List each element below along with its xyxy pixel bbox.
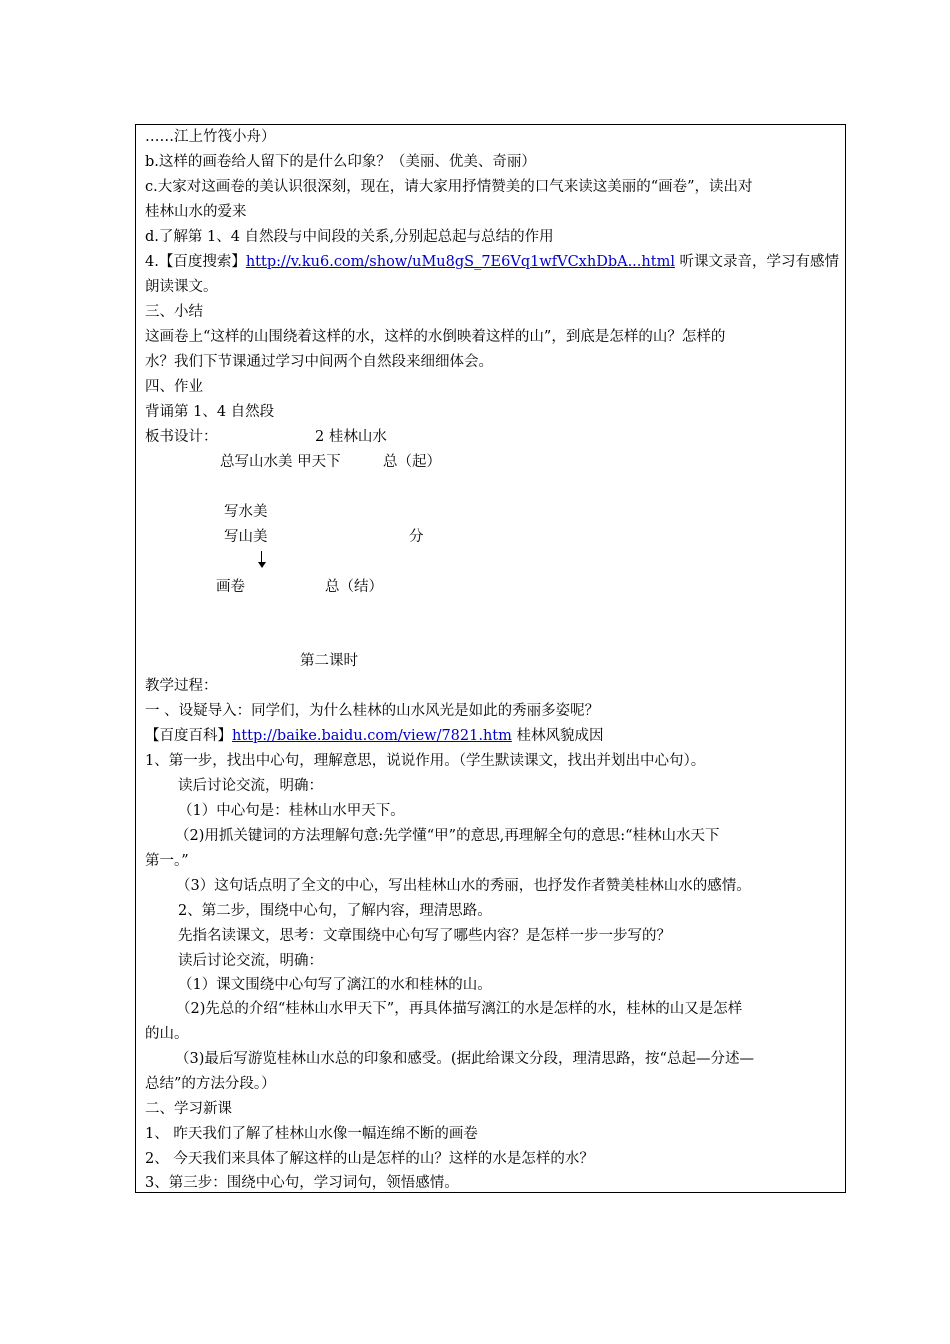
section-heading: 三、小结 [145, 304, 203, 320]
text-line: 先指名读课文，思考：文章围绕中心句写了哪些内容？是怎样一步一步写的？ [178, 928, 671, 944]
text-line: 读后讨论交流，明确： [178, 778, 323, 794]
board-line: 总（起） [383, 454, 441, 470]
text-line: 一 、设疑导入：同学们，为什么桂林的山水风光是如此的秀丽多姿呢？ [145, 703, 600, 719]
board-line: 总（结） [325, 579, 383, 595]
board-line: 总写山水美 甲天下 [220, 454, 341, 470]
baike-prefix: 【百度百科】 [145, 728, 232, 744]
text-line-with-link [145, 726, 604, 746]
text-line: ……江上竹筏小舟） [145, 129, 276, 145]
text-line: 1、 昨天我们了解了桂林山水像一幅连绵不断的画卷 [145, 1126, 478, 1142]
baike-link[interactable]: http://baike.baidu.com/view/7821.htm [232, 728, 512, 744]
text-line: 水？我们下节课通过学习中间两个自然段来细细体会。 [145, 354, 493, 370]
text-line: 背诵第 1、4 自然段 [145, 404, 275, 420]
text-line: （1）课文围绕中心句写了漓江的水和桂林的山。 [178, 977, 492, 993]
text-line-with-link [145, 252, 839, 272]
lesson-title: 第二课时 [300, 653, 358, 669]
text-line: 1、第一步，找出中心句，理解意思，说说作用。（学生默读课文，找出并划出中心句）。 [145, 753, 706, 769]
text-line: 这画卷上“这样的山围绕着这样的水，这样的水倒映着这样的山”，到底是怎样的山？怎样的 [145, 329, 726, 345]
text-line: 3、第三步：围绕中心句，学习词句，领悟感情。 [145, 1175, 459, 1191]
board-line: 写水美 [224, 504, 268, 520]
search-prefix: 4.【百度搜索】 [145, 254, 246, 270]
text-line: 朗读课文。 [145, 279, 218, 295]
text-line: 2、第二步，围绕中心句，了解内容，理清思路。 [178, 903, 492, 919]
board-line: 画卷 [216, 579, 245, 595]
text-line: 总结”的方法分段。） [145, 1076, 276, 1092]
text-line: （3)最后写游览桂林山水总的印象和感受。(据此给课文分段，理清思路，按“总起—分述— [175, 1051, 754, 1067]
ku6-video-link[interactable]: http://v.ku6.com/show/uMu8gS_7E6Vq1wfVCxhDbA...html [245, 254, 675, 270]
text-line: （1）中心句是：桂林山水甲天下。 [178, 803, 405, 819]
text-line: （2)用抓关键词的方法理解句意:先学懂“甲”的意思,再理解全句的意思:“桂林山水天下 [175, 828, 720, 844]
text-line: 桂林山水的爱来 [145, 204, 247, 220]
text-line: 第一。” [145, 853, 189, 869]
text-line: 的山。 [145, 1026, 189, 1042]
board-title: 2 桂林山水 [315, 429, 387, 445]
text-line: d.了解第 1、4 自然段与中间段的关系,分别起总起与总结的作用 [145, 229, 554, 245]
link-suffix: 听课文录音，学习有感情 [674, 254, 840, 270]
link-suffix: 桂林风貌成因 [511, 728, 604, 744]
board-line: 分 [409, 529, 424, 545]
lesson-table-frame [135, 124, 846, 1193]
section-heading: 二、学习新课 [145, 1101, 232, 1117]
text-line: 读后讨论交流，明确： [178, 953, 323, 969]
text-line: （2)先总的介绍“桂林山水甲天下”，再具体描写漓江的水是怎样的水，桂林的山又是怎样 [176, 1001, 743, 1017]
text-line: c.大家对这画卷的美认识很深刻，现在，请大家用抒情赞美的口气来读这美丽的“画卷”，读出对 [145, 179, 753, 195]
board-design-label: 板书设计： [145, 429, 218, 445]
text-line: （3）这句话点明了全文的中心，写出桂林山水的秀丽，也抒发作者赞美桂林山水的感情。 [176, 878, 751, 894]
down-arrow-icon [258, 551, 266, 569]
text-line: 2、 今天我们来具体了解这样的山是怎样的山？这样的水是怎样的水？ [145, 1151, 594, 1167]
section-heading: 四、作业 [145, 379, 203, 395]
text-line: b.这样的画卷给人留下的是什么印象？（美丽、优美、奇丽） [145, 154, 536, 170]
text-line: 教学过程： [145, 678, 218, 694]
board-line: 写山美 [224, 529, 268, 545]
